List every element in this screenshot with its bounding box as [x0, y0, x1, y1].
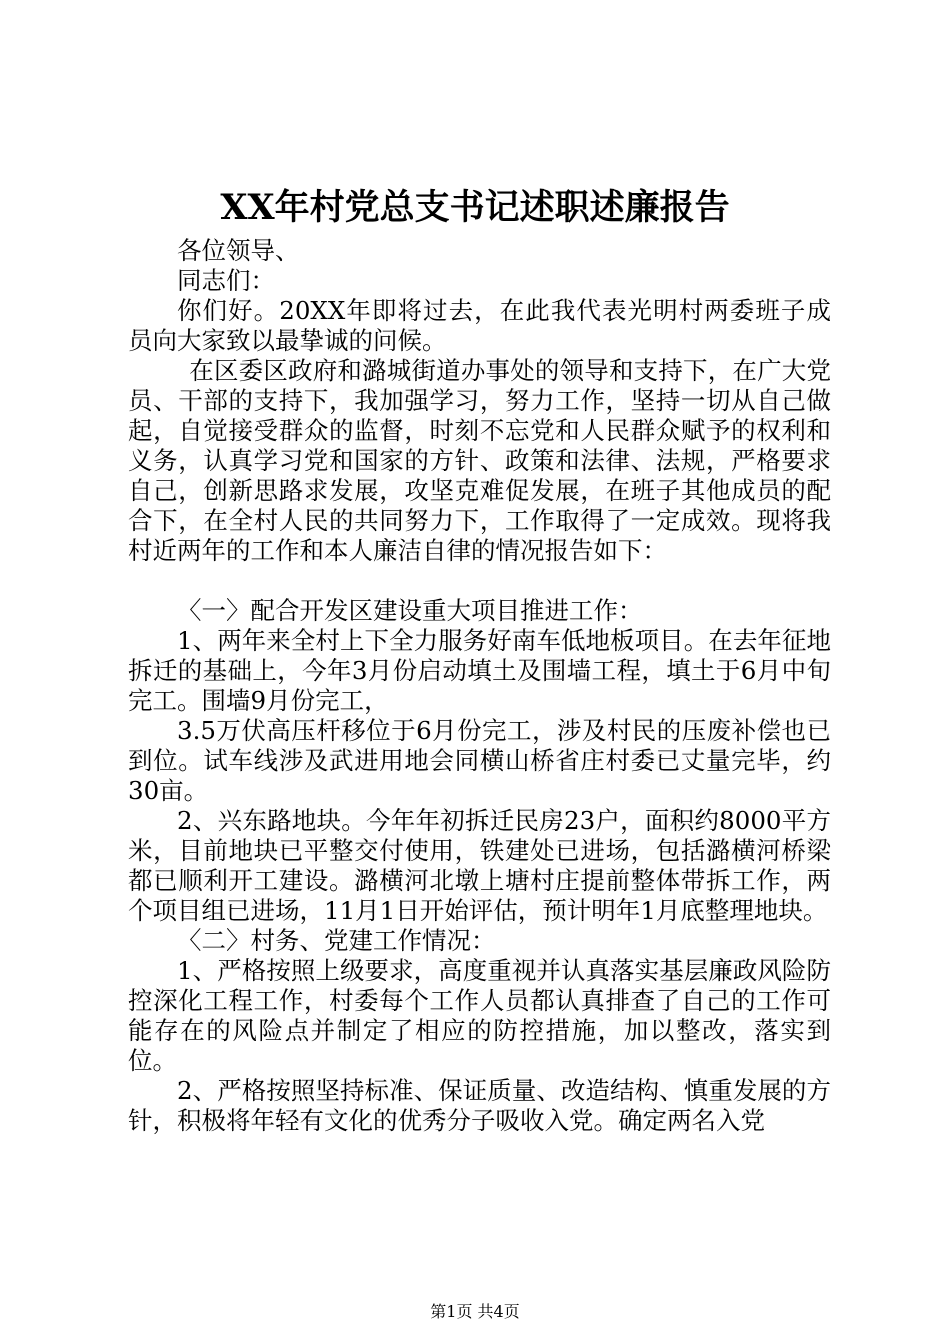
paragraph-intro: 在区委区政府和潞城街道办事处的领导和支持下，在广大党员、干部的支持下，我加强学习，努力工作，坚持一切从自己做起，自觉接受群众的监督，时刻不忘党和人民群众赋予的权利和义务，认真学习党和国家的方针、政策和法律、法规，严格要求自己，创新思路求发展，攻坚克难促发展，在班子其他成员的配合下，在全村人民的共同努力下，工作取得了一定成效。现将我村近两年的工作和本人廉洁自律的情况报告如下： [128, 356, 831, 565]
paragraph-item-1-1-cont: 3.5万伏高压杆移位于6月份完工，涉及村民的压废补偿也已到位。试车线涉及武进用地会同横山桥省庄村委已丈量完毕，约30亩。 [128, 716, 831, 805]
paragraph-item-1-1: 1、两年来全村上下全力服务好南车低地板项目。在去年征地拆迁的基础上，今年3月份启动填土及围墙工程，填土于6月中旬完工。围墙9月份完工， [128, 626, 831, 715]
salutation-comrades: 同志们： [177, 266, 275, 295]
document-body [128, 236, 831, 1136]
section-heading-2: 〈二〉村务、党建工作情况： [177, 926, 496, 955]
paragraph-item-2-1: 1、严格按照上级要求，高度重视并认真落实基层廉政风险防控深化工程工作，村委每个工作人员都认真排查了自己的工作可能存在的风险点并制定了相应的防控措施，加以整改，落实到位。 [128, 956, 831, 1075]
paragraph-item-1-2: 2、兴东路地块。今年年初拆迁民房23户，面积约8000平方米，目前地块已平整交付使用，铁建处已进场，包括潞横河桥梁都已顺利开工建设。潞横河北墩上塘村庄提前整体带拆工作，两个项目组已进场，11月1日开始评估，预计明年1月底整理地块。 [128, 806, 831, 925]
page-number: 第1页 共4页 [430, 1302, 520, 1321]
paragraph-item-2-2: 2、严格按照坚持标准、保证质量、改造结构、慎重发展的方针，积极将年轻有文化的优秀分子吸收入党。确定两名入党 [128, 1076, 831, 1135]
salutation-leaders: 各位领导、 [177, 236, 300, 265]
paragraph-greeting: 你们好。20XX年即将过去，在此我代表光明村两委班子成员向大家致以最挚诚的问候。 [128, 296, 831, 355]
document-title: XX年村党总支书记述职述廉报告 [220, 187, 730, 228]
section-heading-1: 〈一〉配合开发区建设重大项目推进工作： [177, 596, 643, 625]
blank-line [128, 566, 831, 596]
